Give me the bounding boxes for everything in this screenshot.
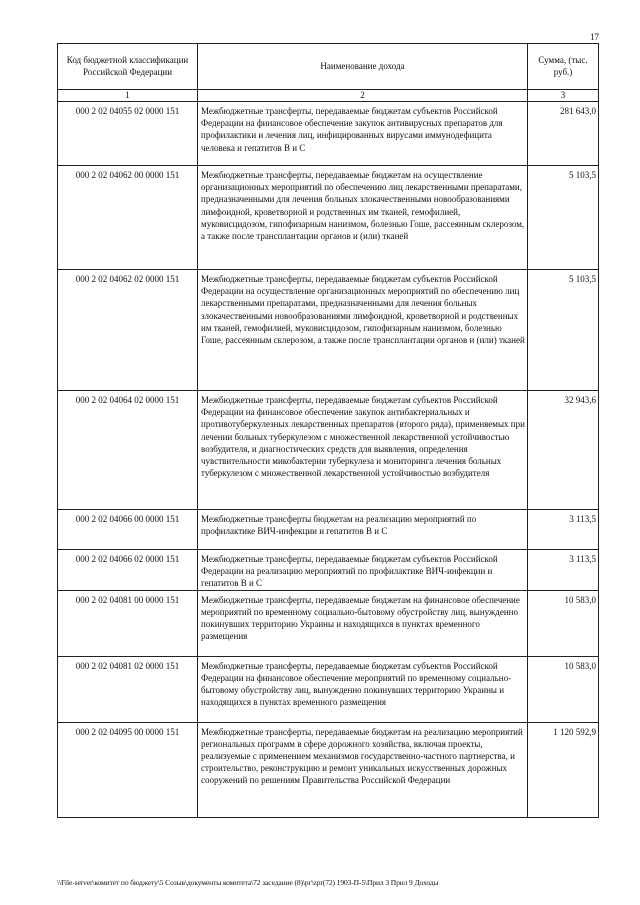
row-sum: 3 113,5 [528, 510, 599, 550]
row-name: Межбюджетные трансферты, передаваемые бюджетам субъектов Российской Федерации на финансовое обеспечение закупок антибактериальных и противотуберкулезных лекарственных препаратов (второго ряда), применяемых при лечении больных туберкулезом с множественной лекарственной устойчивостью возбудителя, и диагностических средств для выявления, определения чувствительности микобактерии туберкулеза и мониторинга лечения больных туберкулезом с множественной лекарственной устойчивостью возбудителя [198, 391, 528, 510]
column-number: 1 [58, 90, 198, 102]
header-name: Наименование дохода [198, 44, 528, 90]
row-code: 000 2 02 04081 00 0000 151 [58, 590, 198, 656]
table-row [58, 590, 599, 656]
row-sum: 10 583,0 [528, 656, 599, 722]
row-name: Межбюджетные трансферты, передаваемые бюджетам на осуществление организационных мероприятий по обеспечению лиц лекарственными препаратами, предназначенными для лечения больных злокачественными новообразованиями лимфоидной, кроветворной и родственных им тканей, гемофилией, муковисцидозом, гипофизарным нанизмом, болезнью Гоше, рассеянным склерозом, а также после трансплантации органов и (или) тканей [198, 166, 528, 270]
row-code: 000 2 02 04062 02 0000 151 [58, 270, 198, 391]
table-header-row [58, 44, 599, 90]
table-row [58, 722, 599, 817]
budget-income-table [57, 43, 599, 818]
header-sum: Сумма, (тыс. руб.) [528, 44, 599, 90]
row-sum: 5 103,5 [528, 270, 599, 391]
table-row [58, 550, 599, 591]
table-row [58, 270, 599, 391]
row-code: 000 2 02 04055 02 0000 151 [58, 102, 198, 166]
header-code: Код бюджетной классификации Российской Федерации [58, 44, 198, 90]
column-number: 3 [528, 90, 599, 102]
row-code: 000 2 02 04062 00 0000 151 [58, 166, 198, 270]
table-row [58, 102, 599, 166]
table-row [58, 166, 599, 270]
row-name: Межбюджетные трансферты, передаваемые бюджетам на финансовое обеспечение мероприятий по временному социально-бытовому обустройству лиц, вынужденно покинувших территорию Украины и находящихся в пунктах временного размещения [198, 590, 528, 656]
column-number: 2 [198, 90, 528, 102]
row-sum: 10 583,0 [528, 590, 599, 656]
row-sum: 32 943,6 [528, 391, 599, 510]
page-number: 17 [590, 32, 599, 42]
footer-file-path: \\File-server\комитет по бюджету\5 Созыв\документы комитета\72 заседание (8)\рг\zpr(72) 1903-П-5\Прил 3 Прил 9 Доходы [57, 878, 439, 887]
row-sum: 1 120 592,9 [528, 722, 599, 817]
row-name: Межбюджетные трансферты, передаваемые бюджетам субъектов Российской Федерации на осуществление организационных мероприятий по обеспечению лиц лекарственными препаратами, предназначенными для лечения больных злокачественными новообразованиями лимфоидной, кроветворной и родственных им тканей, гемофилией, муковисцидозом, гипофизарным нанизмом, болезнью Гоше, рассеянным склерозом, а также после трансплантации органов и (или) тканей [198, 270, 528, 391]
row-name: Межбюджетные трансферты, передаваемые бюджетам субъектов Российской Федерации на финансовое обеспечение закупок антивирусных препаратов для профилактики и лечения лиц, инфицированных вирусами иммунодефицита человека и гепатитов В и С [198, 102, 528, 166]
row-name: Межбюджетные трансферты бюджетам на реализацию мероприятий по профилактике ВИЧ-инфекции и гепатитов В и С [198, 510, 528, 550]
row-code: 000 2 02 04095 00 0000 151 [58, 722, 198, 817]
row-sum: 5 103,5 [528, 166, 599, 270]
row-sum: 281 643,0 [528, 102, 599, 166]
table-row [58, 656, 599, 722]
row-name: Межбюджетные трансферты, передаваемые бюджетам субъектов Российской Федерации на реализацию мероприятий по профилактике ВИЧ-инфекции и гепатитов В и С [198, 550, 528, 591]
column-number-row [58, 90, 599, 102]
row-sum: 3 113,5 [528, 550, 599, 591]
row-code: 000 2 02 04081 02 0000 151 [58, 656, 198, 722]
row-code: 000 2 02 04064 02 0000 151 [58, 391, 198, 510]
table-row [58, 391, 599, 510]
table-row [58, 510, 599, 550]
row-name: Межбюджетные трансферты, передаваемые бюджетам субъектов Российской Федерации на финансовое обеспечение мероприятий по временному социально-бытовому обустройству лиц, вынужденно покинувших территорию Украины и находящихся в пунктах временного размещения [198, 656, 528, 722]
row-code: 000 2 02 04066 00 0000 151 [58, 510, 198, 550]
row-name: Межбюджетные трансферты, передаваемые бюджетам на реализацию мероприятий региональных программ в сфере дорожного хозяйства, включая проекты, реализуемые с применением механизмов государственно-частного партнерства, и строительство, реконструкцию и ремонт уникальных искусственных дорожных сооружений по решениям Правительства Российской Федерации [198, 722, 528, 817]
row-code: 000 2 02 04066 02 0000 151 [58, 550, 198, 591]
